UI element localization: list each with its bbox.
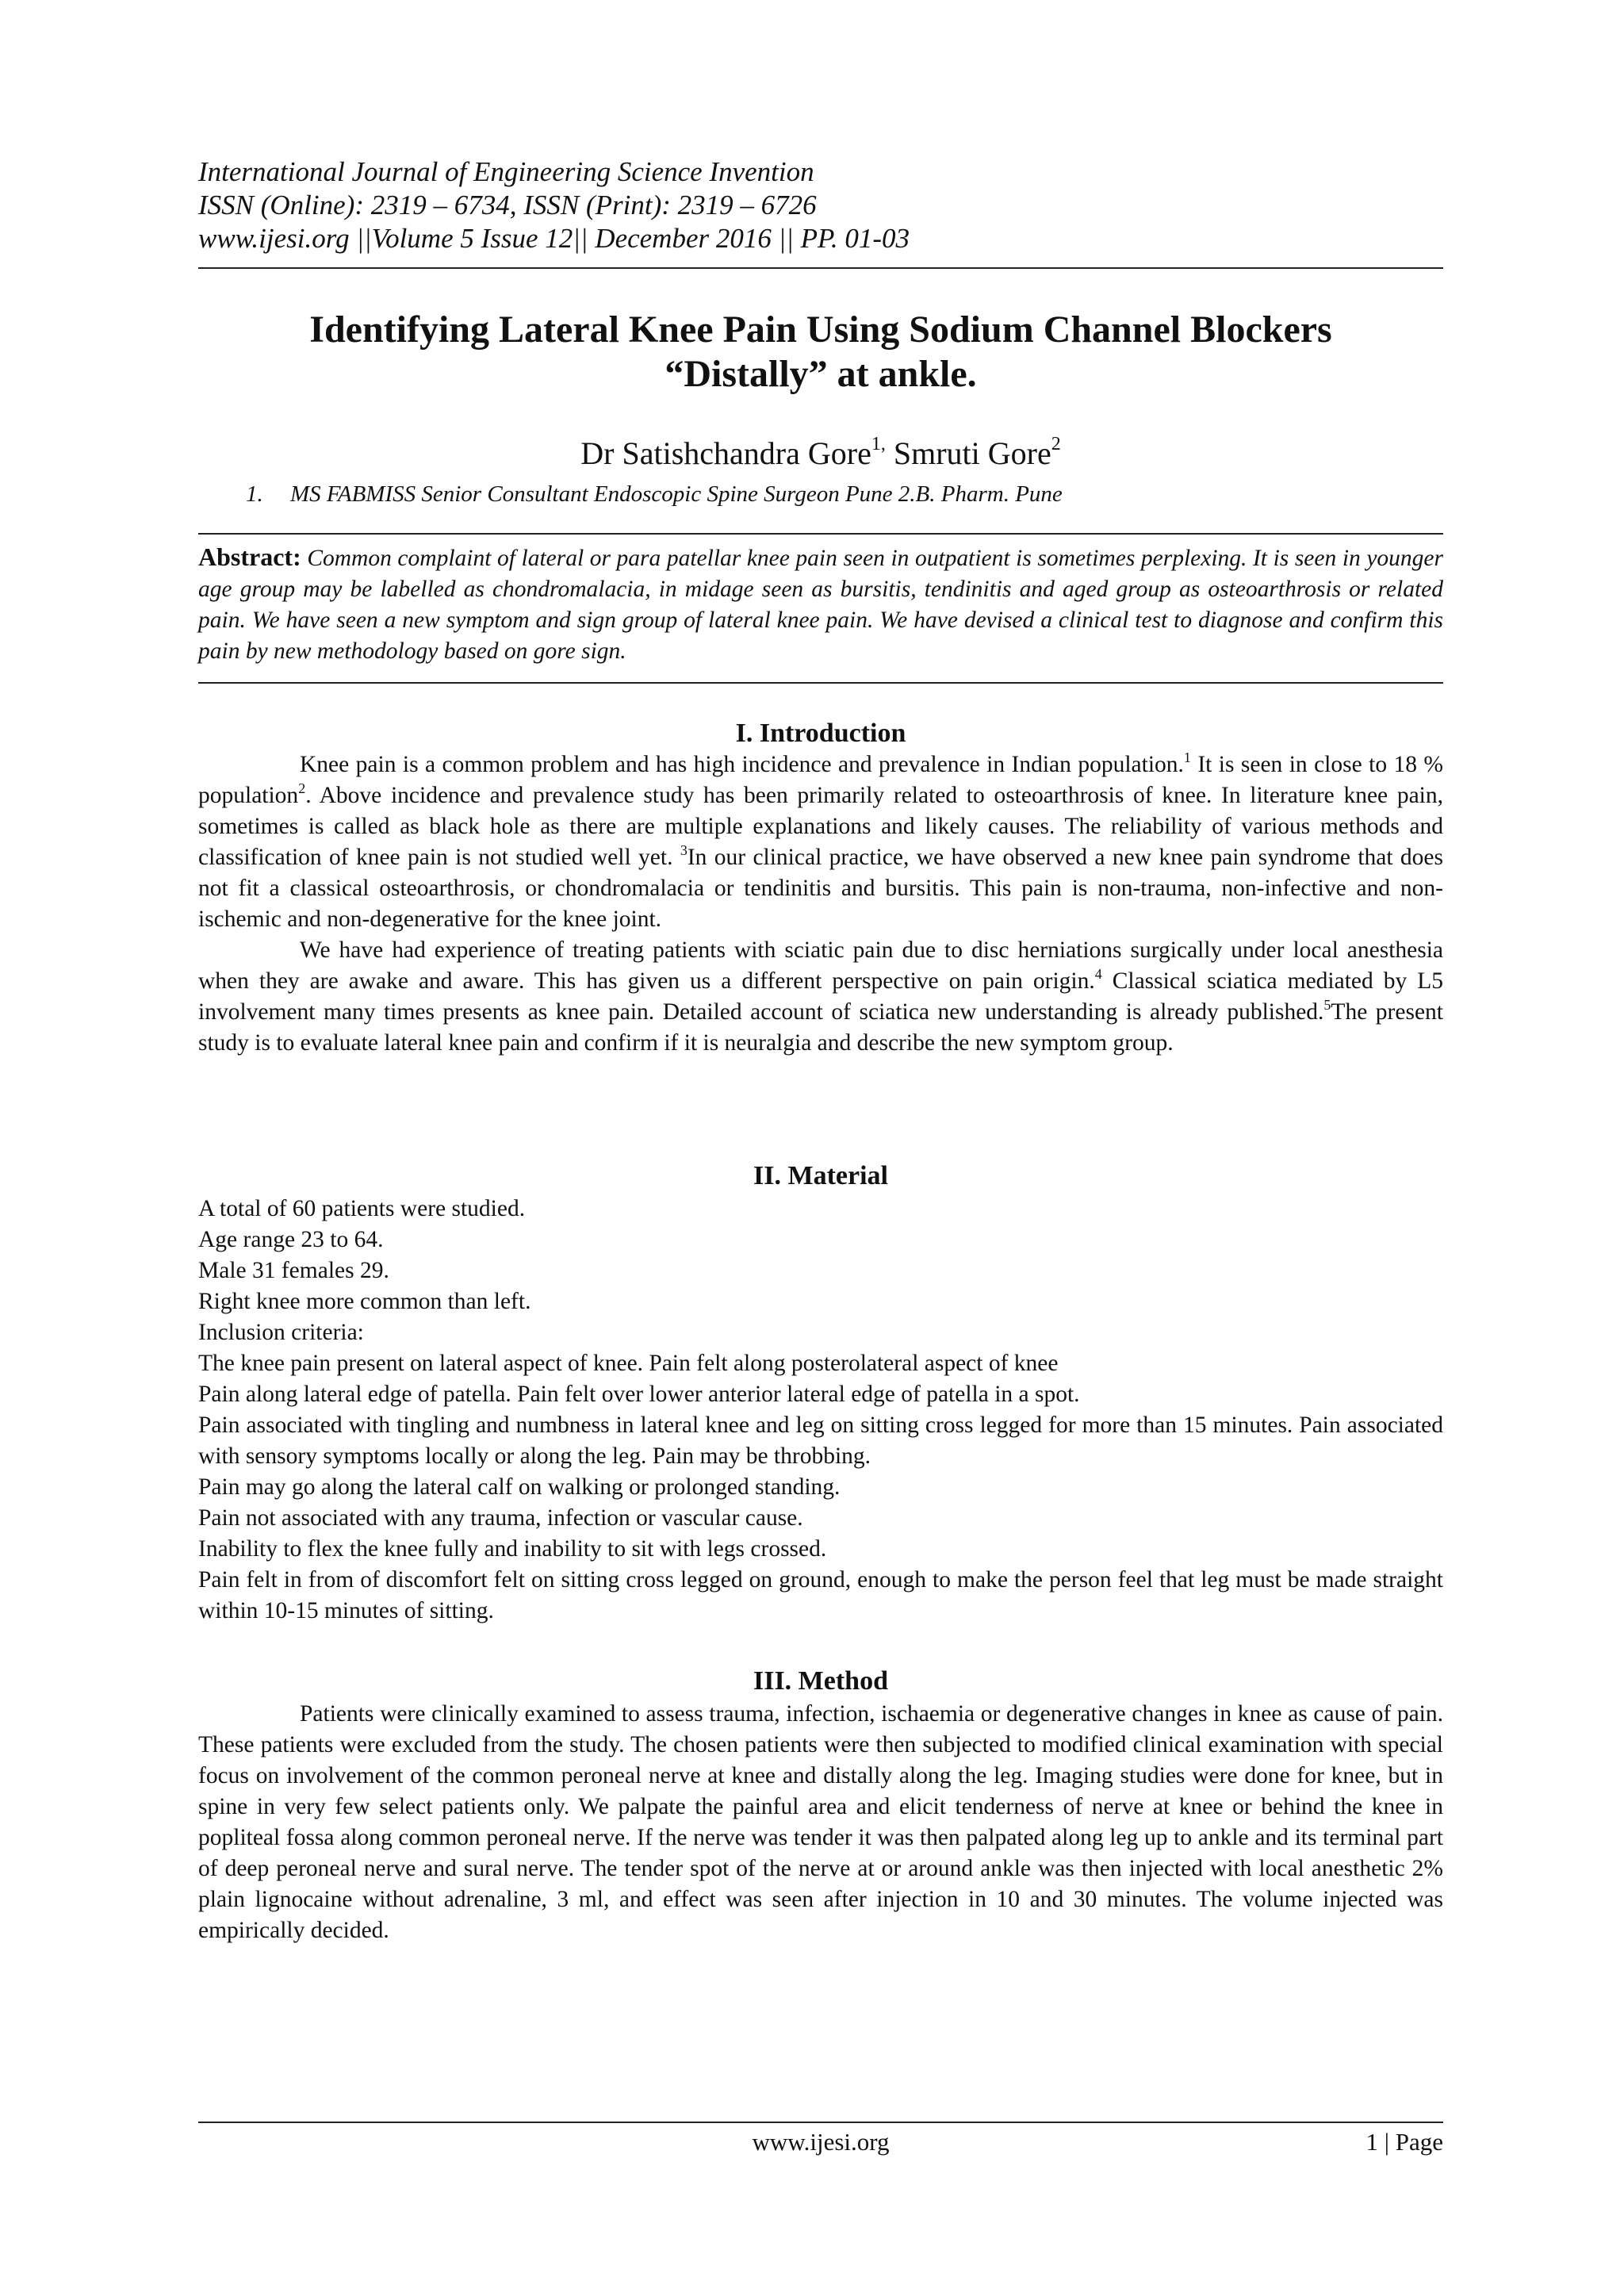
introduction-body [198, 749, 1443, 1059]
header-divider [198, 267, 1443, 269]
author-2: Smruti Gore [885, 435, 1051, 471]
material-list-item: Pain along lateral edge of patella. Pain felt over lower anterior lateral edge of patella in a spot. [198, 1382, 1080, 1407]
abstract-bottom-divider [198, 682, 1443, 684]
citation-marker: 5 [1323, 997, 1331, 1013]
material-list-item: Pain may go along the lateral calf on walking or prolonged standing. [198, 1474, 841, 1500]
abstract-section [198, 542, 1443, 667]
intro-p2-text-a: We have had experience of treating patients with sciatic pain due to disc herniations surgically under local anesthesia when they are awake and aware. This has given us a different perspective on pain origin. [198, 937, 1443, 994]
affiliation-number: 1. [246, 481, 263, 507]
introduction-paragraph-2 [198, 935, 1443, 1059]
title-line-2: “Distally” at ankle. [665, 353, 977, 395]
material-list-item: Pain felt in from of discomfort felt on sitting cross legged on ground, enough to make the person feel that leg must be made straight within 10-15 minutes of sitting. [198, 1567, 1443, 1623]
paper-page [198, 0, 1443, 2296]
title-line-1: Identifying Lateral Knee Pain Using Sodium Channel Blockers [309, 309, 1332, 351]
material-list-item: Male 31 females 29. [198, 1258, 389, 1283]
introduction-paragraph-1 [198, 749, 1443, 935]
author-1: Dr Satishchandra Gore [580, 435, 871, 471]
method-paragraph-1: Patients were clinically examined to assess trauma, infection, ischaemia or degenerative changes in knee as cause of pain. These patients were excluded from the study. The chosen patients were then subjected to modified clinical examination with special focus on involvement of the common peroneal nerve at knee and distally along the leg. Imaging studies were done for knee, but in spine in very few select patients only. We palpate the painful area and elicit tenderness of nerve at knee or behind the knee in popliteal fossa along common peroneal nerve. If the nerve was tender it was then palpated along leg up to ankle and its terminal part of deep peroneal nerve and sural nerve. The tender spot of the nerve at or around ankle was then injected with local anesthetic 2% plain lignocaine without adrenaline, 3 ml, and effect was seen after injection in 10 and 30 minutes. The volume injected was empirically decided. [198, 1701, 1443, 1943]
material-list-item: Age range 23 to 64. [198, 1227, 384, 1252]
abstract-label: Abstract: [198, 542, 301, 571]
intro-p1-text-b: It is seen in close to 18 % population [198, 752, 1443, 808]
material-list-item: A total of 60 patients were studied. [198, 1196, 526, 1221]
material-list-item: Inclusion criteria: [198, 1320, 364, 1345]
author-1-affiliation-mark: 1, [871, 434, 886, 454]
citation-marker: 1 [1183, 749, 1191, 765]
method-heading: III. Method [753, 1666, 889, 1696]
citation-marker: 2 [298, 780, 306, 796]
intro-p1-text-d: In our clinical practice, we have observed a new knee pain syndrome that does not fit a classical osteoarthrosis, or chondromalacia or tendinitis and bursitis. This pain is non-trauma, non-infective and non-ischemic and non-degenerative for the knee joint. [198, 845, 1443, 932]
material-list-item: Inability to flex the knee fully and inability to sit with legs crossed. [198, 1536, 827, 1562]
intro-p2-text-b: Classical sciatica mediated by L5 involvement many times presents as knee pain. Detailed account of sciatica new understanding is already published. [198, 968, 1443, 1025]
page-number: 1 | Page [1365, 2128, 1443, 2156]
intro-p2-text-c: The present study is to evaluate lateral knee pain and confirm if it is neuralgia and describe the new symptom group. [198, 999, 1443, 1056]
citation-marker: 4 [1094, 966, 1102, 982]
material-heading: II. Material [753, 1161, 888, 1190]
intro-p1-text-a: Knee pain is a common problem and has high incidence and prevalence in Indian population. [300, 752, 1184, 777]
journal-header [198, 155, 1443, 255]
author-list [198, 435, 1443, 473]
material-list-item: The knee pain present on lateral aspect of knee. Pain felt along posterolateral aspect of knee [198, 1351, 1059, 1376]
author-2-affiliation-mark: 2 [1051, 434, 1061, 454]
abstract-top-divider [198, 533, 1443, 535]
material-list-item: Right knee more common than left. [198, 1289, 531, 1314]
abstract-text: Common complaint of lateral or para patellar knee pain seen in outpatient is sometimes perplexing. It is seen in younger age group may be labelled as chondromalacia, in midage seen as bursitis, tendinitis and aged group as osteoarthrosis or related pain. We have seen a new symptom and sign group of lateral knee pain. We have devised a clinical test to diagnose and confirm this pain by new methodology based on gore sign. [198, 546, 1444, 664]
citation-marker: 3 [680, 842, 688, 858]
affiliation [246, 480, 1419, 508]
affiliation-text: MS FABMISS Senior Consultant Endoscopic Spine Surgeon Pune 2.B. Pharm. Pune [290, 481, 1063, 507]
intro-p1-text-c: . Above incidence and prevalence study has been primarily related to osteoarthrosis of knee. In literature knee pain, sometimes is called as black hole as there are multiple explanations and likely causes. The reliability of various methods and classification of knee pain is not studied well yet. [198, 783, 1443, 870]
journal-issue: www.ijesi.org ||Volume 5 Issue 12|| December 2016 || PP. 01-03 [198, 223, 910, 254]
material-list-item: Pain not associated with any trauma, infection or vascular cause. [198, 1505, 803, 1531]
material-list-item: Pain associated with tingling and numbness in lateral knee and leg on sitting cross legged for more than 15 minutes. Pain associated with sensory symptoms locally or along the leg. Pain may be throbbing. [198, 1412, 1443, 1469]
paper-title [198, 308, 1443, 397]
footer-url: www.ijesi.org [752, 2128, 890, 2156]
journal-name: International Journal of Engineering Science Invention [198, 156, 814, 187]
journal-issn: ISSN (Online): 2319 – 6734, ISSN (Print): 2319 – 6726 [198, 190, 817, 220]
method-body [198, 1699, 1443, 1946]
footer-divider [198, 2122, 1443, 2123]
material-list [198, 1194, 1443, 1627]
introduction-heading: I. Introduction [735, 719, 906, 748]
